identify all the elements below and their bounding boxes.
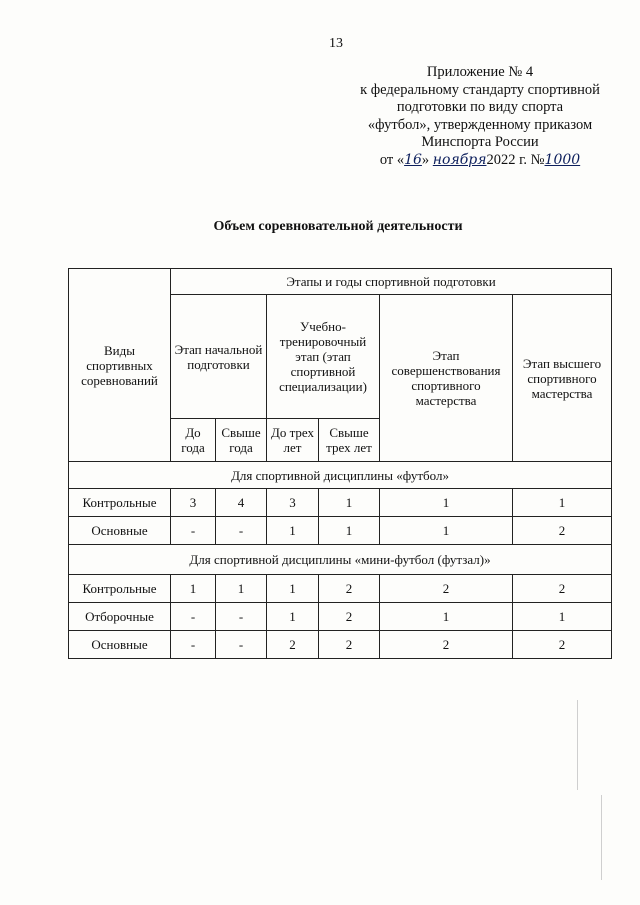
cell-value: 3 <box>171 489 216 517</box>
header-stage-initial: Этап начальной подготовки <box>171 295 267 419</box>
header-stage-higher: Этап высшего спортивного мастерства <box>513 295 612 462</box>
section-title-football: Для спортивной дисциплины «футбол» <box>69 462 612 489</box>
cell-value: 4 <box>216 489 267 517</box>
cell-value: 1 <box>319 489 380 517</box>
header-initial-over-year: Свыше года <box>216 419 267 462</box>
appendix-line-2: к федеральному стандарту спортивной <box>360 81 600 98</box>
table-row <box>69 489 612 517</box>
date-mid: » <box>421 151 430 168</box>
row-label: Основные <box>69 517 171 545</box>
table-row <box>69 631 612 659</box>
appendix-block <box>345 64 615 169</box>
cell-value: 2 <box>380 575 513 603</box>
appendix-line-5: Минспорта России <box>421 134 539 150</box>
date-prefix: от « <box>379 151 405 168</box>
appendix-line-4: «футбол», утвержденному приказом <box>367 116 593 133</box>
cell-value: - <box>171 631 216 659</box>
cell-value: 1 <box>267 575 319 603</box>
cell-value: - <box>171 517 216 545</box>
cell-value: 1 <box>380 489 513 517</box>
cell-value: 1 <box>319 517 380 545</box>
appendix-line-3: подготовки по виду спорта <box>396 99 564 115</box>
cell-value: 1 <box>267 517 319 545</box>
row-label: Контрольные <box>69 575 171 603</box>
cell-value: 1 <box>267 603 319 631</box>
cell-value: - <box>216 631 267 659</box>
row-label: Контрольные <box>69 489 171 517</box>
cell-value: 1 <box>513 603 612 631</box>
appendix-line-1: Приложение № 4 <box>426 64 534 80</box>
header-stages: Этапы и годы спортивной подготовки <box>171 269 612 295</box>
appendix-date-line <box>345 152 615 170</box>
cell-value: 2 <box>380 631 513 659</box>
cell-value: 2 <box>267 631 319 659</box>
table-row <box>69 575 612 603</box>
cell-value: 2 <box>513 575 612 603</box>
document-title: Объем соревновательной деятельности <box>213 219 463 234</box>
cell-value: 3 <box>267 489 319 517</box>
header-competition-types: Виды спортивных соревнований <box>69 269 171 462</box>
header-initial-up-to-year: До года <box>171 419 216 462</box>
cell-value: - <box>216 603 267 631</box>
date-month: ноября <box>432 151 487 168</box>
cell-value: 1 <box>171 575 216 603</box>
cell-value: 2 <box>319 575 380 603</box>
page-number: 13 <box>329 36 343 51</box>
header-training-over-three: Свыше трех лет <box>319 419 380 462</box>
date-day: 16 <box>404 151 422 168</box>
competition-volume-table <box>68 268 612 659</box>
header-stage-training: Учебно-тренировочный этап (этап спортивной специализации) <box>267 295 380 419</box>
cell-value: 2 <box>319 603 380 631</box>
header-stage-improvement: Этап совершенствования спортивного мастерства <box>380 295 513 462</box>
scan-artifact-line <box>601 795 602 880</box>
cell-value: 1 <box>513 489 612 517</box>
cell-value: 2 <box>513 631 612 659</box>
cell-value: 1 <box>380 517 513 545</box>
order-number: 1000 <box>544 151 581 168</box>
row-label: Основные <box>69 631 171 659</box>
table-row <box>69 603 612 631</box>
scan-artifact-line <box>577 700 578 790</box>
cell-value: 1 <box>380 603 513 631</box>
row-label: Отборочные <box>69 603 171 631</box>
cell-value: - <box>171 603 216 631</box>
table-row <box>69 517 612 545</box>
cell-value: - <box>216 517 267 545</box>
cell-value: 1 <box>216 575 267 603</box>
section-title-mini-football: Для спортивной дисциплины «мини-футбол (футзал)» <box>69 545 612 575</box>
cell-value: 2 <box>513 517 612 545</box>
cell-value: 2 <box>319 631 380 659</box>
header-training-up-to-three: До трех лет <box>267 419 319 462</box>
date-year: 2022 г. № <box>486 151 545 168</box>
